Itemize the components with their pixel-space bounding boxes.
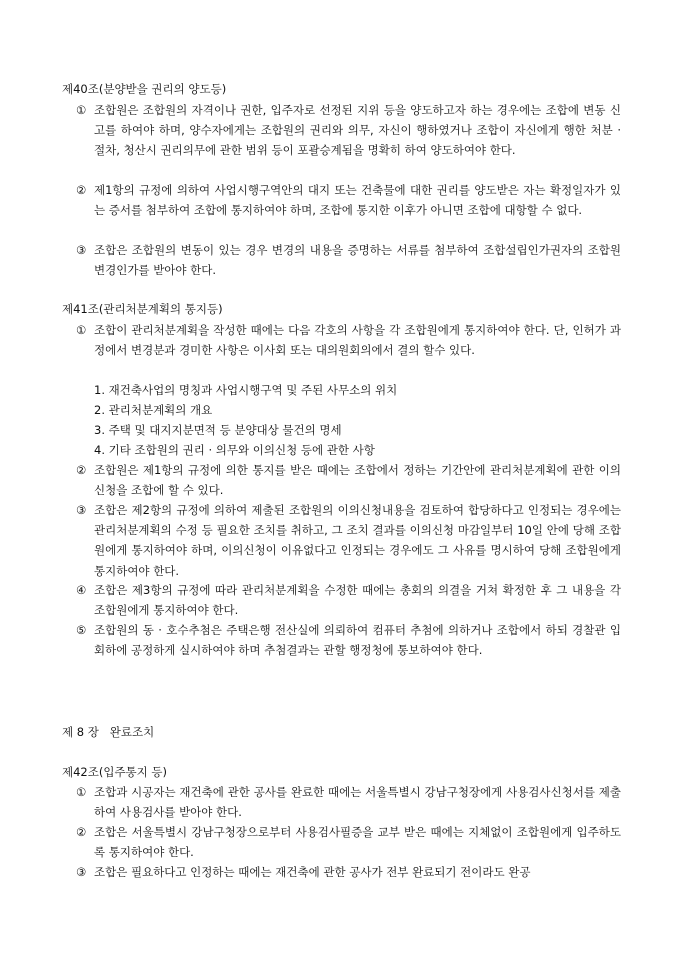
paragraph-marker: ③ — [76, 243, 87, 257]
article-40-paragraph-1 — [76, 100, 621, 161]
article-40-title: 제40조(분양받을 권리의 양도등) — [62, 82, 227, 96]
article-41-paragraph-2 — [76, 460, 621, 500]
paragraph-text: 조합과 시공자는 재건축에 관한 공사를 완료한 때에는 서울특별시 강남구청장에게 사용검사신청서를 제출하여 사용검사를 받아야 한다. — [94, 785, 621, 820]
paragraph-marker: ③ — [76, 503, 87, 517]
paragraph-text: 조합은 제3항의 규정에 따라 관리처분계획을 수정한 때에는 총회의 의결을 거쳐 확정한 후 그 내용을 각 조합원에게 통지하여야 한다. — [94, 583, 621, 618]
paragraph-text: 조합은 제2항의 규정에 의하여 제출된 조합원의 이의신청내용을 검토하여 합당하다고 인정되는 경우에는 관리처분계획의 수정 등 필요한 조치를 취하고, 그 조치 결과를 이의신청 마감일부터 10일 안에 당해 조합원에게 통지하여야 하며, 이의신청이 이유없다고 인정되는 경우에도 그 사유를 명시하여 당해 조합원에게 통지하여야 한다. — [94, 503, 621, 578]
paragraph-marker: ② — [76, 183, 87, 197]
article-42-paragraph-1 — [76, 782, 621, 822]
chapter-8-title: 제 8 장 완료조치 — [62, 725, 155, 739]
paragraph-marker: ⑤ — [76, 623, 87, 637]
paragraph-marker: ① — [76, 103, 87, 117]
paragraph-marker: ① — [76, 323, 87, 337]
article-40-paragraph-3 — [76, 240, 621, 280]
paragraph-text: 조합은 조합원의 변동이 있는 경우 변경의 내용을 증명하는 서류를 첨부하여 조합설립인가권자의 조합원 변경인가를 받아야 한다. — [94, 243, 621, 278]
list-item: 1. 재건축사업의 명칭과 사업시행구역 및 주된 사무소의 위치 — [94, 383, 398, 397]
paragraph-text: 조합이 관리처분계획을 작성한 때에는 다음 각호의 사항을 각 조합원에게 통지하여야 한다. 단, 인허가 과정에서 변경분과 경미한 사항은 이사회 또는 대의원회의에서 결의 할수 있다. — [94, 323, 621, 358]
paragraph-text: 조합은 필요하다고 인정하는 때에는 재건축에 관한 공사가 전부 완료되기 전이라도 완공 — [94, 865, 531, 879]
paragraph-marker: ② — [76, 463, 87, 477]
list-item: 4. 기타 조합원의 권리 · 의무와 이의신청 등에 관한 사항 — [94, 443, 375, 457]
article-42-title: 제42조(입주통지 등) — [62, 765, 168, 779]
article-42-paragraph-3 — [76, 862, 621, 882]
paragraph-text: 조합원은 제1항의 규정에 의한 통지를 받은 때에는 조합에서 정하는 기간안에 관리처분계획에 관한 이의신청을 조합에 할 수 있다. — [94, 463, 621, 498]
list-item: 2. 관리처분계획의 개요 — [94, 403, 213, 417]
paragraph-text: 조합은 서울특별시 강남구청장으로부터 사용검사필증을 교부 받은 때에는 지체없이 조합원에게 입주하도록 통지하여야 한다. — [94, 825, 621, 860]
paragraph-text: 제1항의 규정에 의하여 사업시행구역안의 대지 또는 건축물에 대한 권리를 양도받은 자는 확정일자가 있는 증서를 첨부하여 조합에 통지하여야 하며, 조합에 통지한 이후가 아니면 조합에 대항할 수 없다. — [94, 183, 621, 218]
article-41-paragraph-5 — [76, 620, 621, 660]
paragraph-marker: ② — [76, 825, 87, 839]
paragraph-text: 조합원의 동 · 호수추첨은 주택은행 전산실에 의뢰하여 컴퓨터 추첨에 의하거나 조합에서 하되 경찰관 입회하에 공정하게 실시하여야 하며 추첨결과는 관할 행정청에 통보하여야 한다. — [94, 623, 621, 658]
article-40-paragraph-2 — [76, 180, 621, 220]
paragraph-marker: ① — [76, 785, 87, 799]
article-41-paragraph-3 — [76, 500, 621, 581]
paragraph-text: 조합원은 조합원의 자격이나 권한, 입주자로 선정된 지위 등을 양도하고자 하는 경우에는 조합에 변동 신고를 하여야 하며, 양수자에게는 조합원의 권리와 의무, 자신이 행하였거나 조합이 자신에게 행한 처분 · 절차, 청산시 권리의무에 관한 범위 등이 포괄승계됨을 명확히 하여 양도하여야 한다. — [94, 103, 621, 158]
article-41-paragraph-1 — [76, 320, 621, 360]
article-41-paragraph-4 — [76, 580, 621, 620]
paragraph-marker: ③ — [76, 865, 87, 879]
article-41-title: 제41조(관리처분계획의 통지등) — [62, 302, 223, 316]
list-item: 3. 주택 및 대지지분면적 등 분양대상 물건의 명세 — [94, 423, 342, 437]
article-42-paragraph-2 — [76, 822, 621, 862]
paragraph-marker: ④ — [76, 583, 87, 597]
